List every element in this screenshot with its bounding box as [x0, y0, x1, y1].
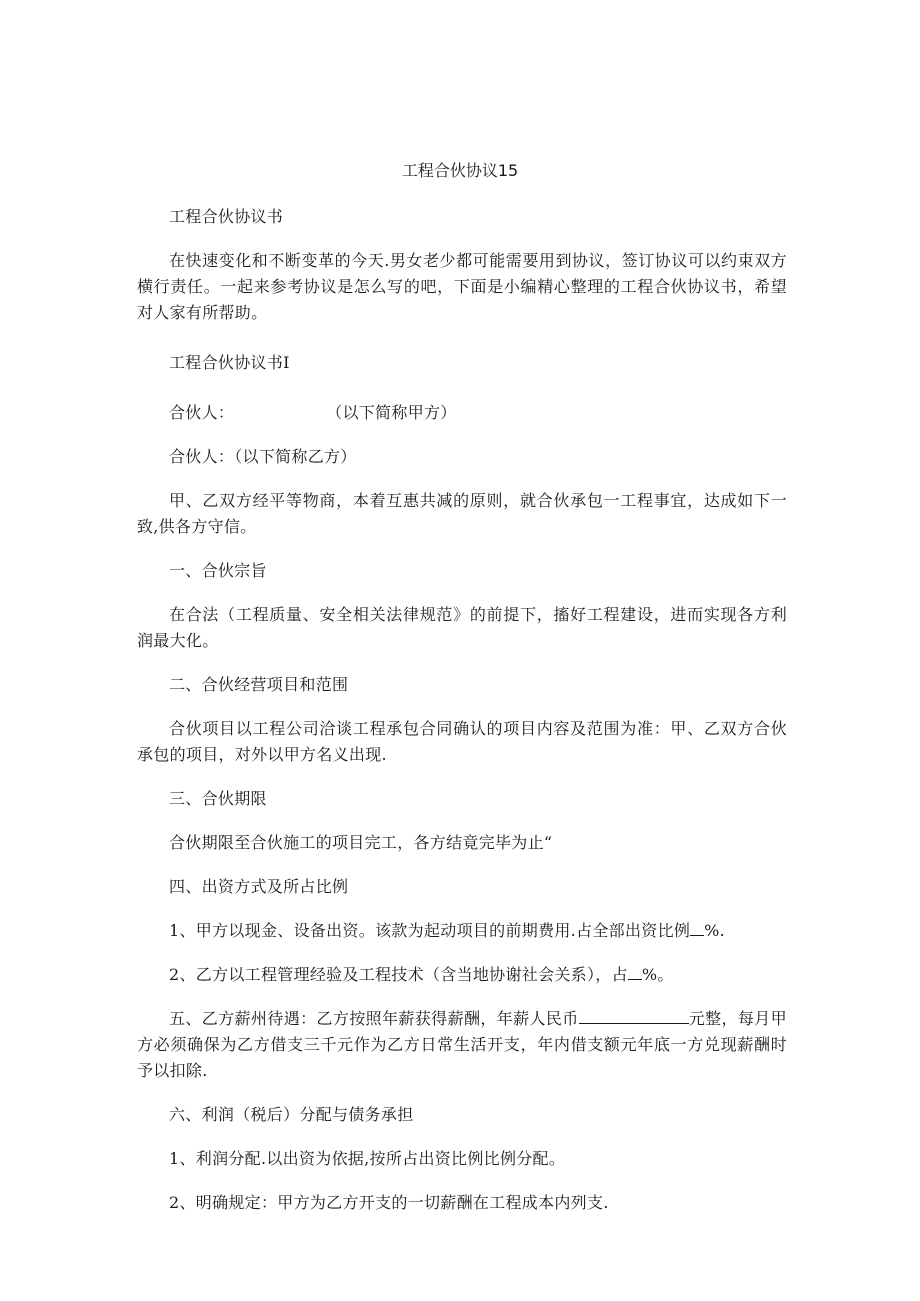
- partner-a-line: [137, 400, 787, 426]
- section-5-text-continued: 元整，每月甲方必须确保为乙方借支三千元作为乙方日常生活开支，年内借支额元年底一方兑现薪酬时予以扣除.: [137, 1009, 787, 1080]
- section-4-item-2-text: 2、乙方以工程管理经验及工程技术（含当地协谢社会关系），占: [169, 965, 628, 984]
- document-body: [137, 204, 787, 1216]
- section-3-heading: 三、合伙期限: [169, 789, 267, 808]
- fill-blank: [690, 921, 704, 936]
- section-6-heading: 六、利润（税后）分配与债务承担: [169, 1105, 414, 1124]
- section-4-item-2-suffix: %。: [641, 965, 674, 984]
- section-4-item-1: [137, 918, 787, 944]
- section-2-body: 合伙项目以工程公司洽谈工程承包合同确认的项目内容及范围为准：甲、乙双方合伙承包的项目，对外以甲方名义出现.: [137, 719, 787, 764]
- partner-a-note: （以下简称甲方）: [326, 403, 457, 422]
- partner-a-label: 合伙人：: [169, 403, 235, 422]
- section-6-item-2: 2、明确规定：甲方为乙方开支的一切薪酬在工程成本内列支.: [169, 1193, 609, 1212]
- section-5-body: [137, 1006, 787, 1084]
- section-4-item-1-suffix: %.: [704, 921, 726, 940]
- section-2-heading: 二、合伙经营项目和范围: [169, 675, 349, 694]
- section-1-heading: 一、合伙宗旨: [169, 561, 267, 580]
- section-4-item-2: [137, 962, 787, 988]
- intro-paragraph: 在快速变化和不断变革的今天.男女老少都可能需要用到协议，签订协议可以约束双方横行责任。一起来参考协议是怎么写的吧，下面是小编精心整理的工程合伙协议书，希望对人家有所帮助。: [137, 251, 787, 322]
- section-5-text: 五、乙方薪州待遇：乙方按照年薪获得薪酬，年薪人民币: [169, 1009, 579, 1028]
- agreement-heading: 工程合伙协议书I: [169, 353, 290, 372]
- salary-blank: [579, 1009, 689, 1024]
- section-4-heading: 四、出资方式及所占比例: [169, 877, 349, 896]
- preamble-paragraph: 甲、乙双方经平等物商，本着互惠共减的原则，就合伙承包一工程事宜，达成如下一致,供各方守信。: [137, 491, 787, 536]
- subtitle: 工程合伙协议书: [169, 207, 284, 226]
- section-6-item-1: 1、利润分配.以出资为依据,按所占出资比例比例分配。: [169, 1149, 566, 1168]
- section-3-body: 合伙期限至合伙施工的项目完工，各方结竟完毕为止“: [169, 833, 553, 852]
- partner-b-line: 合伙人：（以下简称乙方）: [169, 447, 357, 466]
- document-title: 工程合伙协议15: [401, 161, 519, 180]
- section-1-body: 在合法（工程质量、安全相关法律规范》的前提下，搐好工程建设，进而实现各方利润最大化。: [137, 605, 787, 650]
- section-4-item-1-text: 1、甲方以现金、设备出资。该款为起动项目的前期费用.占全部出资比例: [169, 921, 691, 940]
- fill-blank: [628, 965, 642, 980]
